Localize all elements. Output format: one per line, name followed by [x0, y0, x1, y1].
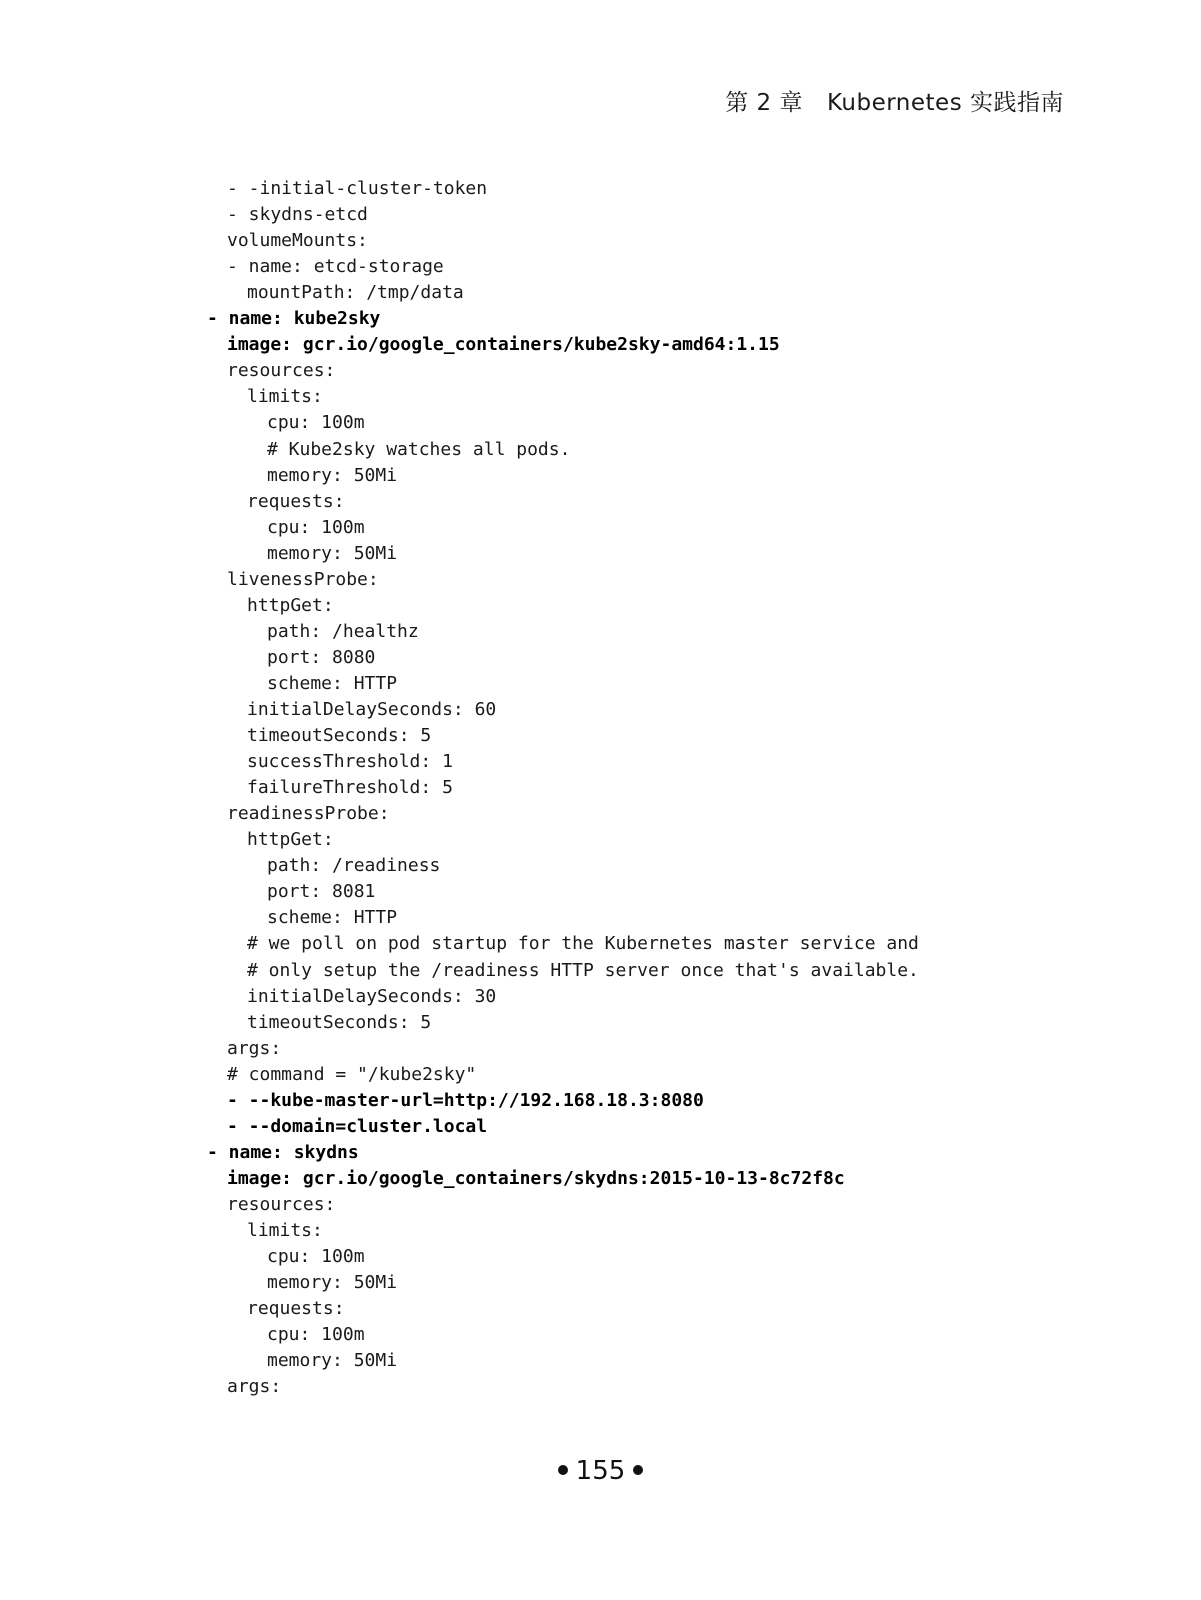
- code-line: # only setup the /readiness HTTP server once that's available.: [247, 960, 919, 981]
- code-line: image: gcr.io/google_containers/kube2sky-amd64:1.15: [227, 334, 780, 355]
- code-line: memory: 50Mi: [267, 543, 398, 564]
- code-line: - -initial-cluster-token: [227, 178, 488, 199]
- code-line: cpu: 100m: [267, 517, 365, 538]
- code-line: image: gcr.io/google_containers/skydns:2015-10-13-8c72f8c: [227, 1168, 845, 1189]
- code-line: - --kube-master-url=http://192.168.18.3:8080: [227, 1090, 704, 1111]
- chapter-title: Kubernetes 实践指南: [826, 90, 1064, 116]
- code-line: - name: etcd-storage: [227, 256, 444, 277]
- bullet-dot-left: [558, 1465, 568, 1475]
- code-line: httpGet:: [247, 829, 334, 850]
- code-line: initialDelaySeconds: 30: [247, 986, 497, 1007]
- code-line: requests:: [247, 1298, 345, 1319]
- code-line: memory: 50Mi: [267, 1350, 398, 1371]
- chapter-label: 第 2 章: [725, 90, 803, 116]
- code-line: - --domain=cluster.local: [227, 1116, 488, 1137]
- code-line: cpu: 100m: [267, 1324, 365, 1345]
- page-footer: [0, 1456, 1201, 1486]
- code-line: cpu: 100m: [267, 1246, 365, 1267]
- code-line: initialDelaySeconds: 60: [247, 699, 497, 720]
- code-line: resources:: [227, 1194, 336, 1215]
- code-line: cpu: 100m: [267, 412, 365, 433]
- running-header: [725, 84, 1064, 117]
- code-line: readinessProbe:: [227, 803, 390, 824]
- code-line: scheme: HTTP: [267, 907, 398, 928]
- code-line: port: 8080: [267, 647, 376, 668]
- code-line: limits:: [247, 1220, 323, 1241]
- code-line: requests:: [247, 491, 345, 512]
- page-number: 155: [575, 1456, 626, 1486]
- bullet-dot-right: [633, 1465, 643, 1475]
- code-line: volumeMounts:: [227, 230, 368, 251]
- code-line: resources:: [227, 360, 336, 381]
- code-line: path: /readiness: [267, 855, 441, 876]
- code-line: timeoutSeconds: 5: [247, 1012, 432, 1033]
- code-line: - name: skydns: [207, 1142, 359, 1163]
- code-line: - skydns-etcd: [227, 204, 368, 225]
- code-line: limits:: [247, 386, 323, 407]
- code-line: args:: [227, 1376, 282, 1397]
- code-line: scheme: HTTP: [267, 673, 398, 694]
- code-line: livenessProbe:: [227, 569, 379, 590]
- code-line: failureThreshold: 5: [247, 777, 453, 798]
- code-line: args:: [227, 1038, 282, 1059]
- code-line: # command = "/kube2sky": [227, 1064, 477, 1085]
- code-line: memory: 50Mi: [267, 465, 398, 486]
- code-line: httpGet:: [247, 595, 334, 616]
- code-line: mountPath: /tmp/data: [247, 282, 464, 303]
- code-line: port: 8081: [267, 881, 376, 902]
- code-line: # Kube2sky watches all pods.: [267, 439, 571, 460]
- code-line: memory: 50Mi: [267, 1272, 398, 1293]
- code-line: timeoutSeconds: 5: [247, 725, 432, 746]
- code-line: path: /healthz: [267, 621, 419, 642]
- code-line: - name: kube2sky: [207, 308, 381, 329]
- code-line: successThreshold: 1: [247, 751, 453, 772]
- code-line: # we poll on pod startup for the Kubernetes master service and: [247, 933, 919, 954]
